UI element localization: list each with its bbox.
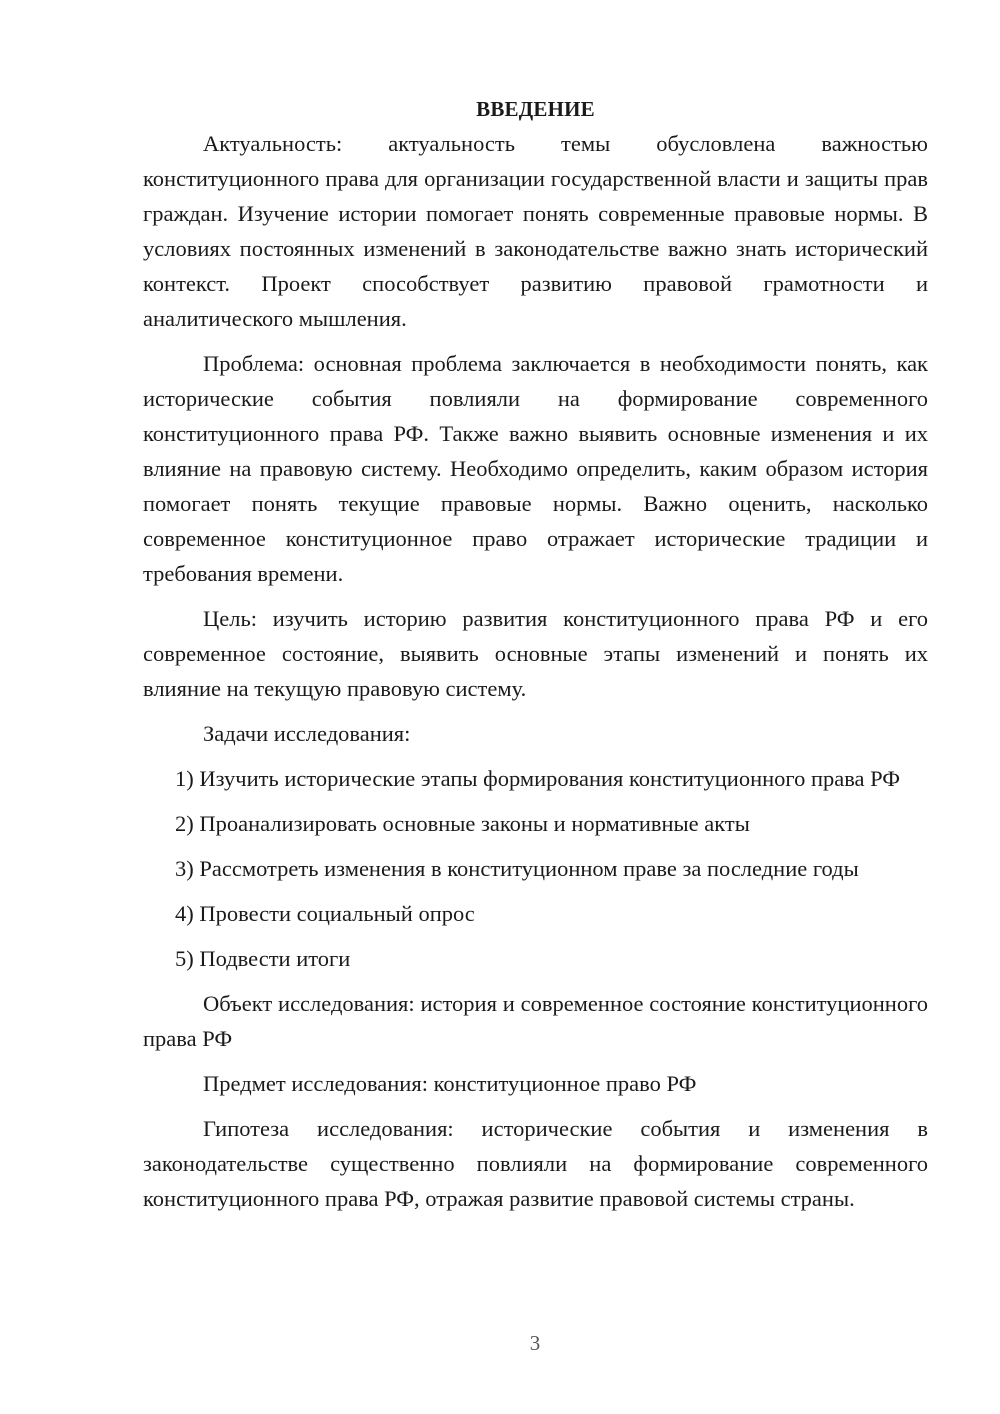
subject-paragraph: Предмет исследования: конституционное право РФ (203, 1071, 697, 1096)
goal-paragraph: Цель: изучить историю развития конституционного права РФ и его современное состояние, выявить основные этапы изменений и понять их влияние на текущую правовую систему. (143, 606, 928, 701)
page-number: 3 (529, 1331, 541, 1355)
task-item-2: 2) Проанализировать основные законы и нормативные акты (175, 811, 750, 836)
document-page (143, 92, 928, 1216)
task-item-3: 3) Рассмотреть изменения в конституционном праве за последние годы (175, 856, 859, 881)
task-item-1: 1) Изучить исторические этапы формирования конституционного права РФ (175, 766, 901, 791)
task-item-5: 5) Подвести итоги (175, 946, 351, 971)
task-item-4: 4) Провести социальный опрос (175, 901, 475, 926)
hypothesis-paragraph: Гипотеза исследования: исторические события и изменения в законодательстве существенно повлияли на формирование современного конституционного права РФ, отражая развитие правовой системы страны. (143, 1116, 928, 1211)
problem-paragraph: Проблема: основная проблема заключается в необходимости понять, как исторические события повлияли на формирование современного конституционного права РФ. Также важно выявить основные изменения и их влияние на правовую систему. Необходимо определить, каким образом история помогает понять текущие правовые нормы. Важно оценить, насколько современное конституционное право отражает исторические традиции и требования времени. (143, 351, 928, 586)
relevance-paragraph: Актуальность: актуальность темы обусловлена важностью конституционного права для организации государственной власти и защиты прав граждан. Изучение истории помогает понять современные правовые нормы. В условиях постоянных изменений в законодательстве важно знать исторический контекст. Проект способствует развитию правовой грамотности и аналитического мышления. (143, 131, 928, 331)
section-title: ВВЕДЕНИЕ (476, 97, 595, 121)
tasks-heading: Задачи исследования: (203, 721, 411, 746)
object-paragraph: Объект исследования: история и современное состояние конституционного права РФ (143, 991, 928, 1051)
